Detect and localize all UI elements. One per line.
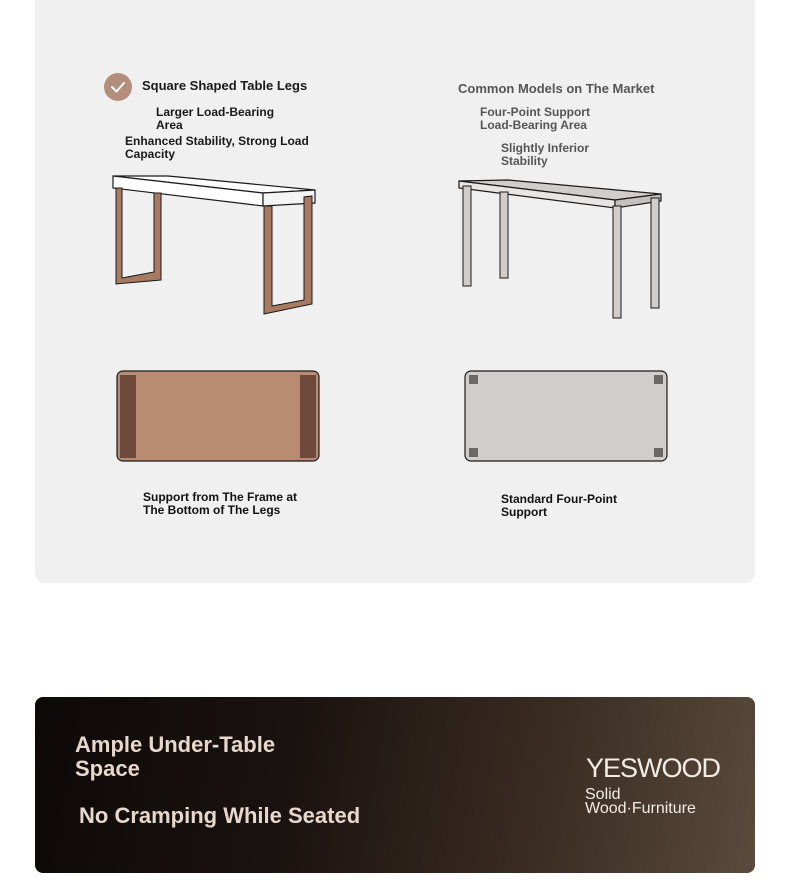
banner-subheadline: No Cramping While Seated bbox=[79, 803, 361, 828]
promo-banner bbox=[35, 697, 755, 873]
right-point-2: Slightly Inferior Stability bbox=[501, 141, 590, 168]
left-point-1: Larger Load-Bearing Area bbox=[156, 105, 275, 132]
brand-logo: YESWOOD bbox=[586, 753, 721, 783]
left-caption: Support from The Frame at The Bottom of The Legs bbox=[143, 490, 298, 517]
banner-headline: Ample Under-Table Space bbox=[75, 732, 276, 781]
check-icon bbox=[104, 73, 132, 101]
left-title: Square Shaped Table Legs bbox=[142, 78, 308, 93]
right-point-1: Four-Point Support Load-Bearing Area bbox=[480, 105, 590, 132]
four-point-footprint bbox=[465, 371, 667, 461]
square-leg-table-illustration bbox=[113, 176, 315, 314]
brand-tagline: Solid Wood·Furniture bbox=[585, 786, 696, 818]
right-caption: Standard Four-Point Support bbox=[501, 492, 617, 519]
right-title: Common Models on The Market bbox=[458, 81, 655, 96]
left-point-2: Enhanced Stability, Strong Load Capacity bbox=[125, 134, 309, 161]
square-leg-footprint bbox=[117, 371, 319, 461]
four-leg-table-illustration bbox=[459, 180, 661, 318]
